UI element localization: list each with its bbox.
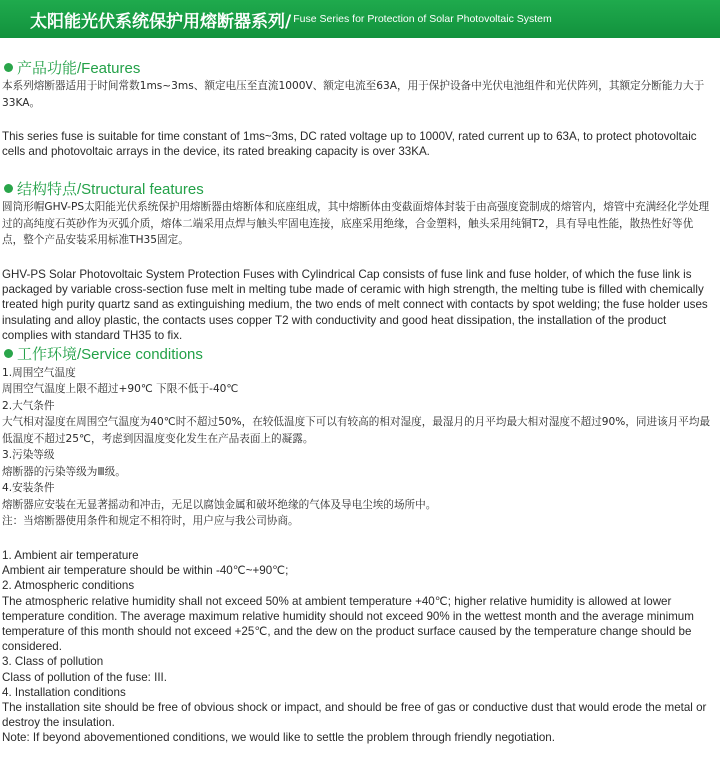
- service-en-line: The atmospheric relative humidity shall not exceed 50% at ambient temperature +40℃; higher relative humidity is allowed at lower temperature condition. The average maximum relative humidity should not exceed 90% in the wettest month and the average minimum temperature of this month should not exceed +25℃, and the dew on the product surface caused by the temperature change should be considered.: [2, 594, 694, 654]
- service-en-line: Class of pollution of the fuse: III.: [2, 670, 167, 684]
- service-cn-line: 3.污染等级: [2, 449, 55, 462]
- bullet-dot-icon: [4, 184, 13, 193]
- structural-heading-text: 结构特点/Structural features: [17, 180, 204, 198]
- bullet-dot-icon: [4, 63, 13, 72]
- service-heading: [4, 343, 716, 365]
- content: [0, 56, 716, 746]
- service-en-line: Ambient air temperature should be within -40℃~+90℃;: [2, 564, 289, 578]
- service-cn-line: 2.大气条件: [2, 399, 55, 412]
- bullet-dot-icon: [4, 349, 13, 358]
- features-text-cn: 本系列熔断器适用于时间常数1ms~3ms、额定电压至直流1000V、额定电流至63A，用于保护设备中光伏电池组件和光伏阵列，其额定分断能力大于33KA。: [2, 80, 705, 109]
- service-cn-line: 1.周围空气温度: [2, 366, 76, 379]
- structural-text-cn: 圆筒形帽GHV-PS太阳能光伏系统保护用熔断器由熔断体和底座组成，其中熔断体由变截面熔体封装于由高强度瓷制成的熔管内，熔管中充满经化学处理过的高纯度石英砂作为灭弧介质，熔体二端采用点焊与触头牢固电连接，底座采用绝缘，合金塑料，触头采用纯铜T2，具有导电性能，散热性好等优点，整个产品安装采用标准TH35固定。: [2, 201, 710, 247]
- service-en-line: 1. Ambient air temperature: [2, 548, 139, 562]
- structural-heading: [4, 177, 716, 199]
- features-heading: [4, 56, 716, 78]
- title-banner: [0, 0, 720, 38]
- service-cn-line: 4.安装条件: [2, 482, 55, 495]
- banner-title-en: Fuse Series for Protection of Solar Photovoltaic System: [293, 13, 552, 25]
- service-en-line: 2. Atmospheric conditions: [2, 579, 135, 593]
- service-en-line: The installation site should be free of obvious shock or impact, and should be free of gas or conductive dust that would erode the metal or destroy the insulation.: [2, 700, 707, 730]
- service-cn-line: 周围空气温度上限不超过+90℃ 下限不低于-40℃: [2, 383, 239, 396]
- service-en-line: 4. Installation conditions: [2, 685, 126, 699]
- service-en-note: Note: If beyond abovementioned conditions, we would like to settle the problem through friendly negotiation.: [2, 731, 555, 745]
- banner-title-cn: 太阳能光伏系统保护用熔断器系列/: [30, 11, 292, 32]
- service-cn-note: 注：当熔断器使用条件和规定不相符时，用户应与我公司协商。: [2, 515, 299, 528]
- service-cn-line: 熔断器应安装在无显著摇动和冲击，无足以腐蚀金属和破坏绝缘的气体及导电尘埃的场所中。: [2, 498, 437, 511]
- service-en-line: 3. Class of pollution: [2, 655, 104, 669]
- structural-text-en: GHV-PS Solar Photovoltaic System Protection Fuses with Cylindrical Cap consists of fuse link and fuse holder, of which the fuse link is packaged by variable cross-section fuse melt in melting tube made of ceramic with high strength, the melting tube is filled with chemically treated high purity quartz sand as extinguishing medium, the two ends of melt connect with contacts by spot welding; the fuse holder uses insulating and alloy plastic, the contacts uses copper T2 with conductivity and good heat dissipation, the installation of the product complies with standard TH35 to fix.: [2, 267, 708, 342]
- service-cn-line: 熔断器的污染等级为Ⅲ级。: [2, 465, 126, 478]
- features-text-en: This series fuse is suitable for time constant of 1ms~3ms, DC rated voltage up to 1000V, rated current up to 63A, to protect photovoltaic cells and photovoltaic arrays in the device, its rated breaking capacity is over 33KA.: [2, 130, 697, 159]
- service-heading-text: 工作环境/Service conditions: [17, 346, 203, 364]
- service-cn-line: 大气相对湿度在周围空气温度为40℃时不超过50%，在较低温度下可以有较高的相对湿度，最湿月的月平均最大相对湿度不超过90%，同进该月平均最低温度不超过25℃，考虑到因温度变化发生在产品表面上的凝露。: [2, 416, 711, 445]
- features-heading-text: 产品功能/Features: [17, 59, 141, 77]
